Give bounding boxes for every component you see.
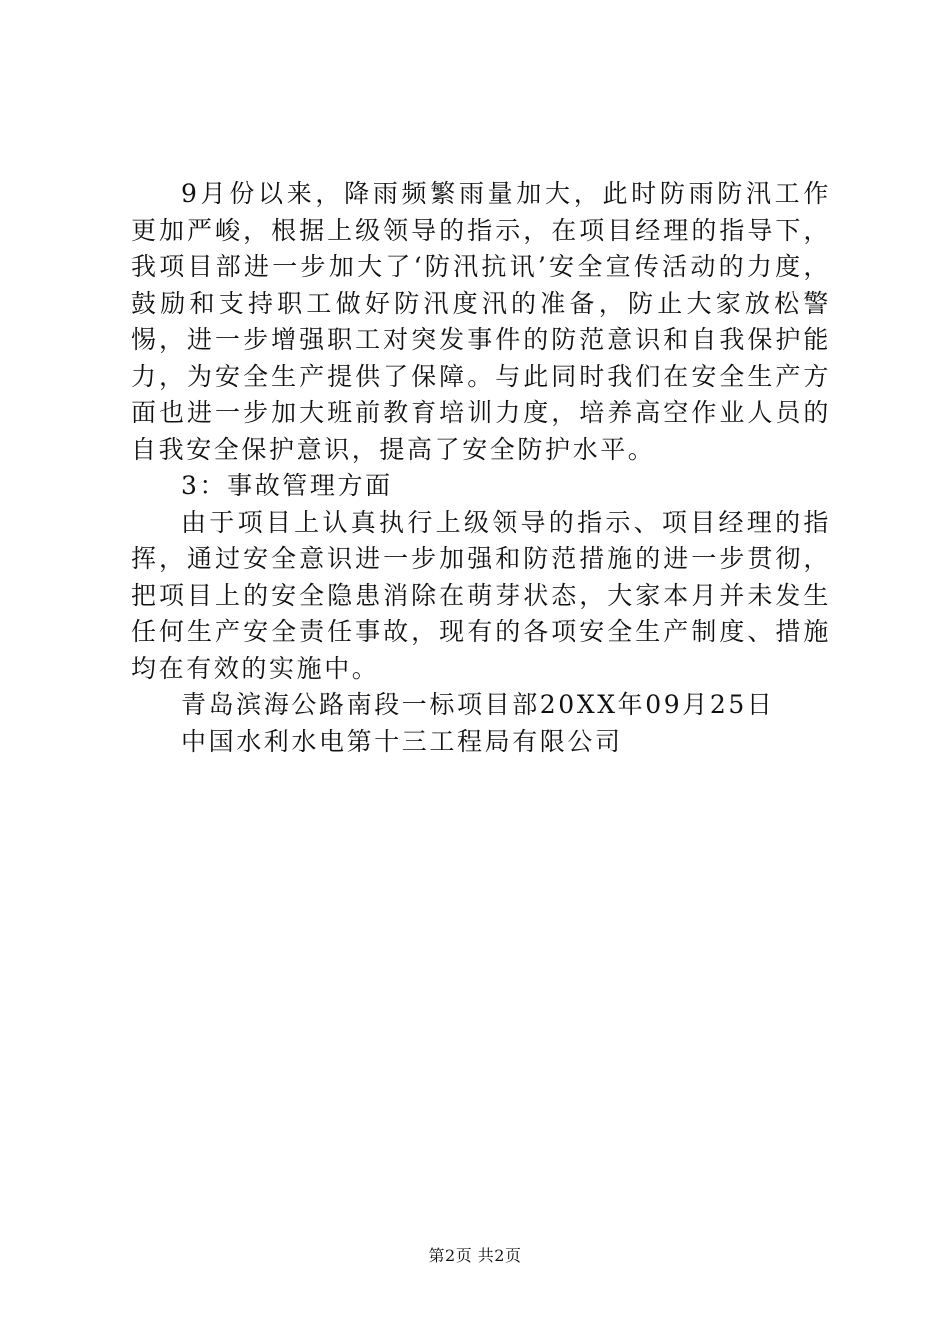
company-name-line: 中国水利水电第十三工程局有限公司: [181, 726, 623, 756]
paragraph-accident-management: 由于项目上认真执行上级领导的指示、项目经理的指挥，通过安全意识进一步加强和防范措施的进一步贯彻，把项目上的安全隐患消除在萌芽状态，大家本月并未发生任何生产安全责任事故，现有的各项安全生产制度、措施均在有效的实施中。: [131, 507, 831, 683]
document-body: [131, 176, 831, 760]
paragraph-flood-prevention: 9月份以来，降雨频繁雨量加大，此时防雨防汛工作更加严峻，根据上级领导的指示，在项目经理的指导下，我项目部进一步加大了‘防汛抗讯’安全宣传活动的力度，鼓励和支持职工做好防汛度汛的准备，防止大家放松警惕，进一步增强职工对突发事件的防范意识和自我保护能力，为安全生产提供了保障。与此同时我们在安全生产方面也进一步加大班前教育培训力度，培养高空作业人员的自我安全保护意识，提高了安全防护水平。: [131, 179, 831, 464]
section-heading-accident-management: 3：事故管理方面: [181, 471, 393, 500]
page-number-footer: 第2页 共2页: [428, 1246, 522, 1265]
signature-date-line: 青岛滨海公路南段一标项目部20XX年09月25日: [181, 690, 775, 719]
